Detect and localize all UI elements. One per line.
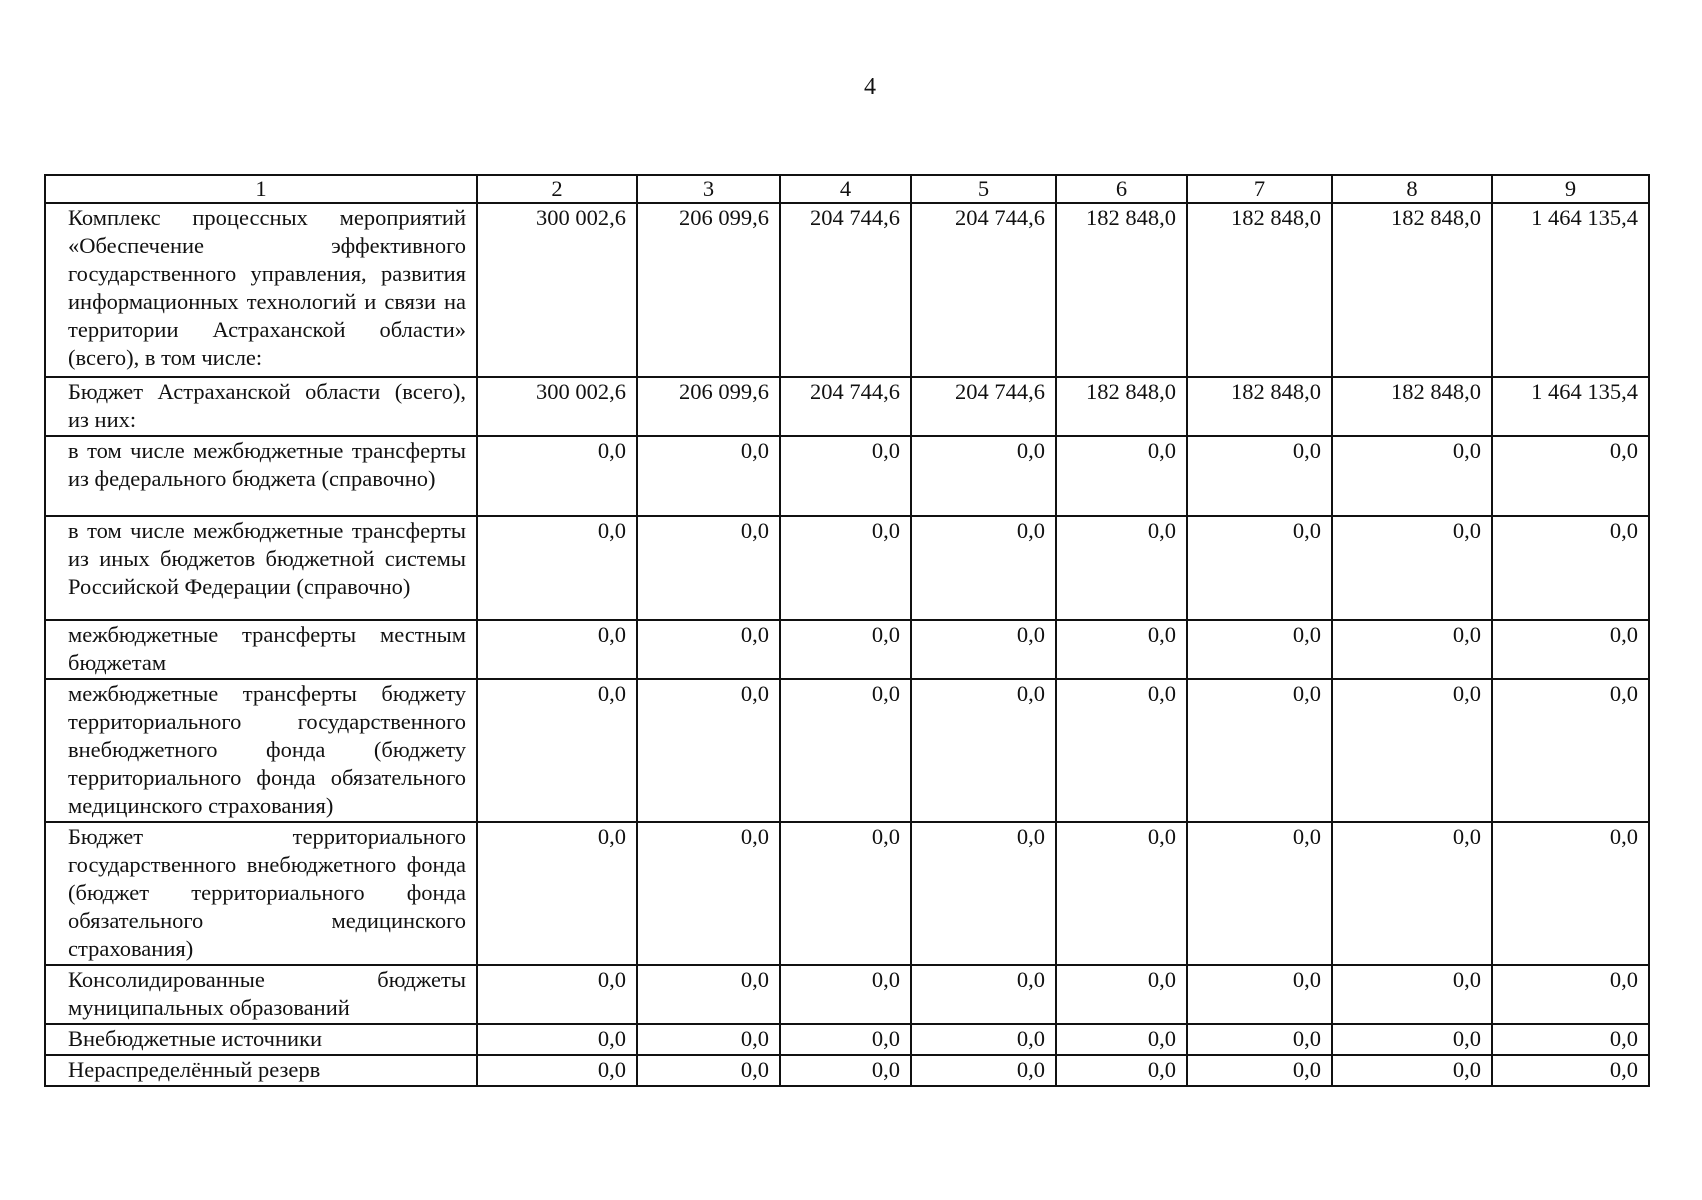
value-cell: 0,0 <box>1056 965 1187 1024</box>
value-cell: 0,0 <box>637 1024 780 1055</box>
table-row <box>45 822 1649 965</box>
value-cell: 0,0 <box>780 965 911 1024</box>
value-cell: 206 099,6 <box>637 377 780 436</box>
value-cell: 0,0 <box>1332 679 1492 822</box>
table-row <box>45 516 1649 620</box>
header-cell: 8 <box>1332 175 1492 203</box>
value-cell: 182 848,0 <box>1332 377 1492 436</box>
table-row <box>45 436 1649 516</box>
value-cell: 182 848,0 <box>1056 203 1187 377</box>
row-label: Бюджет территориального государственного внебюджетного фонда (бюджет территориального фонда обязательного медицинского страхования) <box>45 822 477 965</box>
value-cell: 0,0 <box>780 620 911 679</box>
value-cell: 0,0 <box>477 679 637 822</box>
row-label: в том числе межбюджетные трансферты из иных бюджетов бюджетной системы Российской Федерации (справочно) <box>45 516 477 620</box>
value-cell: 0,0 <box>911 822 1056 965</box>
value-cell: 0,0 <box>1492 822 1649 965</box>
value-cell: 0,0 <box>637 965 780 1024</box>
header-cell: 5 <box>911 175 1056 203</box>
value-cell: 0,0 <box>780 1024 911 1055</box>
value-cell: 204 744,6 <box>780 203 911 377</box>
value-cell: 0,0 <box>1332 1055 1492 1086</box>
value-cell: 0,0 <box>1056 620 1187 679</box>
value-cell: 0,0 <box>911 965 1056 1024</box>
table-header <box>45 175 1649 203</box>
value-cell: 0,0 <box>477 620 637 679</box>
value-cell: 0,0 <box>1332 620 1492 679</box>
value-cell: 0,0 <box>477 1055 637 1086</box>
value-cell: 182 848,0 <box>1332 203 1492 377</box>
value-cell: 0,0 <box>1492 516 1649 620</box>
page-number: 4 <box>864 74 876 100</box>
value-cell: 0,0 <box>1056 436 1187 516</box>
value-cell: 0,0 <box>1332 436 1492 516</box>
value-cell: 1 464 135,4 <box>1492 203 1649 377</box>
table-row <box>45 377 1649 436</box>
value-cell: 0,0 <box>911 436 1056 516</box>
value-cell: 0,0 <box>637 822 780 965</box>
value-cell: 0,0 <box>477 436 637 516</box>
value-cell: 0,0 <box>1492 965 1649 1024</box>
table-row <box>45 679 1649 822</box>
value-cell: 204 744,6 <box>911 377 1056 436</box>
value-cell: 0,0 <box>637 1055 780 1086</box>
value-cell: 204 744,6 <box>780 377 911 436</box>
header-cell: 2 <box>477 175 637 203</box>
table-row <box>45 1055 1649 1086</box>
value-cell: 0,0 <box>637 516 780 620</box>
value-cell: 0,0 <box>637 436 780 516</box>
value-cell: 0,0 <box>1332 965 1492 1024</box>
row-label: в том числе межбюджетные трансферты из федерального бюджета (справочно) <box>45 436 477 516</box>
value-cell: 300 002,6 <box>477 377 637 436</box>
row-label: Комплекс процессных мероприятий «Обеспечение эффективного государственного управления, развития информационных технологий и связи на территории Астраханской области» (всего), в том числе: <box>45 203 477 377</box>
value-cell: 0,0 <box>1332 1024 1492 1055</box>
value-cell: 0,0 <box>1187 436 1332 516</box>
value-cell: 0,0 <box>911 516 1056 620</box>
value-cell: 1 464 135,4 <box>1492 377 1649 436</box>
row-label: межбюджетные трансферты местным бюджетам <box>45 620 477 679</box>
value-cell: 0,0 <box>911 620 1056 679</box>
row-label: Нераспределённый резерв <box>45 1055 477 1086</box>
row-label: межбюджетные трансферты бюджету территориального государственного внебюджетного фонда (бюджету территориального фонда обязательного медицинского страхования) <box>45 679 477 822</box>
table-row <box>45 620 1649 679</box>
value-cell: 0,0 <box>477 516 637 620</box>
value-cell: 0,0 <box>780 436 911 516</box>
row-label: Консолидированные бюджеты муниципальных образований <box>45 965 477 1024</box>
value-cell: 0,0 <box>1187 516 1332 620</box>
value-cell: 206 099,6 <box>637 203 780 377</box>
value-cell: 0,0 <box>477 822 637 965</box>
table-row <box>45 203 1649 377</box>
value-cell: 0,0 <box>780 1055 911 1086</box>
row-label: Внебюджетные источники <box>45 1024 477 1055</box>
table-row <box>45 965 1649 1024</box>
value-cell: 204 744,6 <box>911 203 1056 377</box>
value-cell: 0,0 <box>1187 1055 1332 1086</box>
header-cell: 6 <box>1056 175 1187 203</box>
value-cell: 0,0 <box>1187 1024 1332 1055</box>
value-cell: 0,0 <box>1492 679 1649 822</box>
value-cell: 0,0 <box>1187 620 1332 679</box>
value-cell: 0,0 <box>1056 1055 1187 1086</box>
header-cell: 9 <box>1492 175 1649 203</box>
table-row <box>45 1024 1649 1055</box>
value-cell: 0,0 <box>1187 679 1332 822</box>
header-cell: 4 <box>780 175 911 203</box>
value-cell: 182 848,0 <box>1187 377 1332 436</box>
value-cell: 182 848,0 <box>1187 203 1332 377</box>
value-cell: 0,0 <box>477 1024 637 1055</box>
value-cell: 0,0 <box>780 822 911 965</box>
value-cell: 0,0 <box>911 1024 1056 1055</box>
value-cell: 0,0 <box>1056 1024 1187 1055</box>
value-cell: 182 848,0 <box>1056 377 1187 436</box>
budget-table <box>44 174 1650 1087</box>
value-cell: 0,0 <box>1056 516 1187 620</box>
value-cell: 0,0 <box>911 679 1056 822</box>
header-cell: 1 <box>45 175 477 203</box>
header-row <box>45 175 1649 203</box>
value-cell: 0,0 <box>637 620 780 679</box>
value-cell: 0,0 <box>1492 1055 1649 1086</box>
value-cell: 0,0 <box>1056 822 1187 965</box>
value-cell: 0,0 <box>1332 516 1492 620</box>
value-cell: 0,0 <box>1056 679 1187 822</box>
value-cell: 0,0 <box>1187 822 1332 965</box>
header-cell: 3 <box>637 175 780 203</box>
value-cell: 0,0 <box>1492 620 1649 679</box>
header-cell: 7 <box>1187 175 1332 203</box>
row-label: Бюджет Астраханской области (всего), из них: <box>45 377 477 436</box>
table-body <box>45 203 1649 1086</box>
value-cell: 0,0 <box>780 679 911 822</box>
value-cell: 0,0 <box>1332 822 1492 965</box>
value-cell: 300 002,6 <box>477 203 637 377</box>
value-cell: 0,0 <box>1187 965 1332 1024</box>
value-cell: 0,0 <box>477 965 637 1024</box>
value-cell: 0,0 <box>637 679 780 822</box>
value-cell: 0,0 <box>1492 436 1649 516</box>
value-cell: 0,0 <box>911 1055 1056 1086</box>
value-cell: 0,0 <box>780 516 911 620</box>
value-cell: 0,0 <box>1492 1024 1649 1055</box>
